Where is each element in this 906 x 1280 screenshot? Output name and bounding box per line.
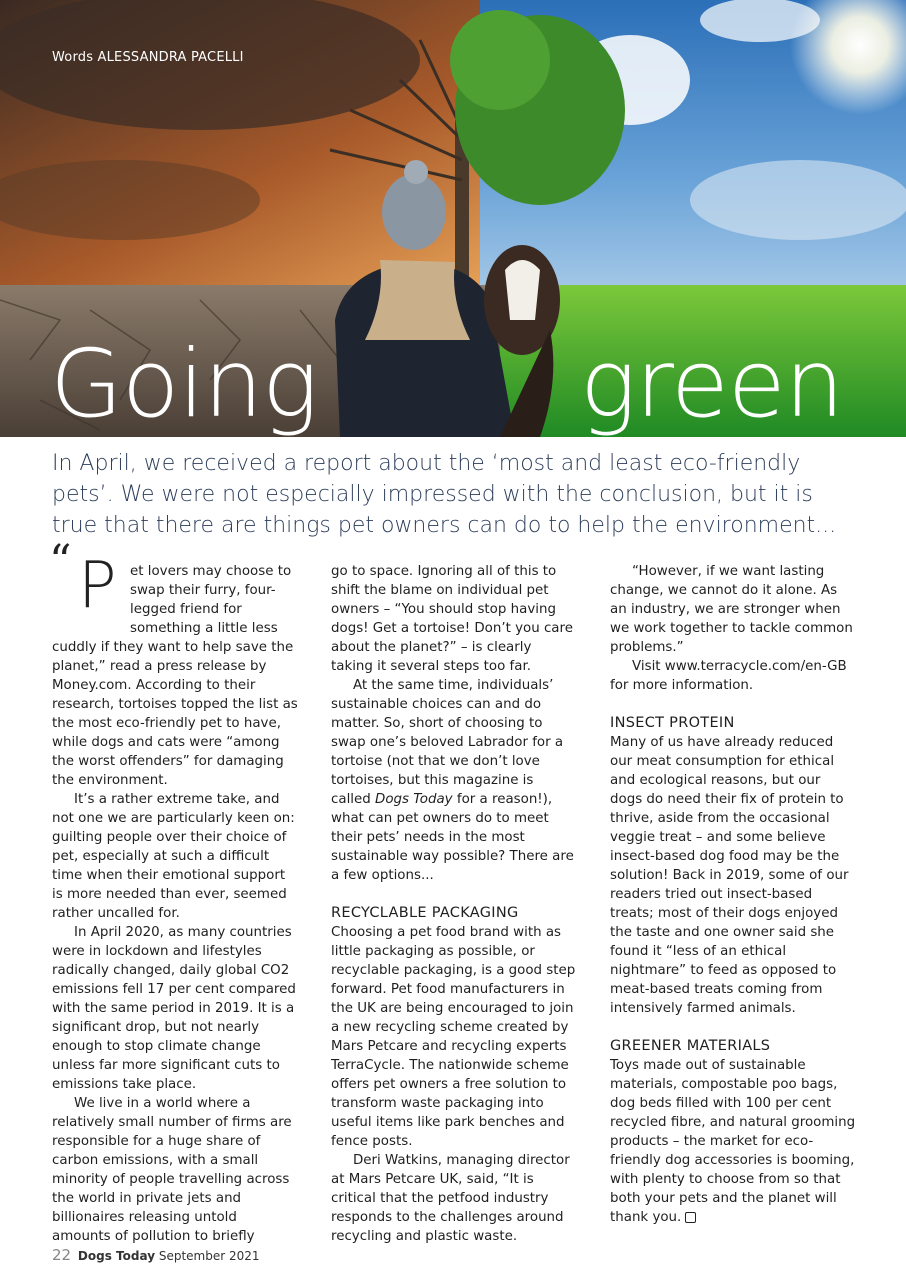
magazine-name: Dogs Today xyxy=(77,1249,156,1263)
end-of-article-icon xyxy=(685,1212,696,1223)
section-gap xyxy=(331,885,577,904)
heading-recyclable-packaging: RECYCLABLE PACKAGING xyxy=(331,905,519,921)
magazine-title-inline: Dogs Today xyxy=(375,792,453,807)
paragraph-1-text: et lovers may choose to swap their furry, four-legged friend for something a little less cuddly if they want to help save the planet,” read a press release by Money.com. According to their research, tortoises topped the list as the most eco-friendly pet to have, while dogs and cats were “among the worst offenders” for damaging the environment. xyxy=(52,564,298,788)
opening-quote-mark: “ xyxy=(49,536,72,587)
headline-word-going: Going xyxy=(50,330,318,437)
paragraph-7: Deri Watkins, managing director at Mars Petcare UK, said, “It is critical that the petfood industry responds to the challenges around recycling and plastic waste. xyxy=(331,1153,570,1244)
column-1 xyxy=(49,536,298,1246)
paragraph-4: We live in a world where a relatively small number of firms are responsible for a huge share of carbon emissions, with a small minority of people travelling across the world in private jets and billionaires releasing untold amounts of pollution to briefly xyxy=(52,1096,292,1244)
paragraph-10: Many of us have already reduced our meat consumption for ethical and ecological reasons, but our dogs do need their fix of protein to thrive, aside from the occasional veggie treat – and some believe insect-based dog food may be the solution! Back in 2019, some of our readers tried out insect-based treats; most of their dogs enjoyed the taste and one owner said she found it “less of an ethical nightmare” to feed as opposed to meat-based treats coming from intensively farmed animals. xyxy=(610,735,849,1016)
paragraph-5-text-b: for a reason!), what can pet owners do to meet their pets’ needs in the most sustainable way possible? There are a few options... xyxy=(331,792,574,883)
paragraph-5 xyxy=(331,676,577,885)
heading-greener-materials: GREENER MATERIALS xyxy=(610,1038,771,1054)
paragraph-9: Visit www.terracycle.com/en-GB for more information. xyxy=(610,659,847,693)
folio xyxy=(52,1246,260,1264)
paragraph-1 xyxy=(49,536,298,790)
section-gap xyxy=(610,695,856,714)
hero-image xyxy=(0,0,906,437)
paragraph-6: Choosing a pet food brand with as little packaging as possible, or recyclable packaging, is a good step forward. Pet food manufacturers in the UK are being encouraged to join a new recycling scheme created by Mars Petcare and recycling experts TerraCycle. The nationwide scheme offers pet owners a free solution to transform waste packaging into useful items like park benches and fence posts. xyxy=(331,925,576,1149)
section-gap xyxy=(610,1018,856,1037)
paragraph-11: Toys made out of sustainable materials, compostable poo bags, dog beds filled with 100 per cent recycled fibre, and natural grooming products – the market for eco-friendly dog accessories is booming, with plenty to choose from so that both your pets and the planet will thank you. xyxy=(610,1058,856,1225)
page-number: 22 xyxy=(52,1246,72,1264)
paragraph-3: In April 2020, as many countries were in lockdown and lifestyles radically changed, daily global CO2 emissions fell 17 per cent compared with the same period in 2019. It is a significant drop, but not nearly enough to stop climate change unless far more significant cuts to emissions take place. xyxy=(52,925,296,1092)
paragraph-2: It’s a rather extreme take, and not one we are particularly keen on: guilting people over their choice of pet, especially at such a difficult time when their emotional support is more needed than ever, seemed rather uncalled for. xyxy=(52,792,295,921)
drop-cap: P xyxy=(78,549,117,623)
column-3 xyxy=(610,562,856,1227)
byline: Words ALESSANDRA PACELLI xyxy=(52,50,244,65)
issue-date: September 2021 xyxy=(158,1249,260,1263)
paragraph-8: “However, if we want lasting change, we cannot do it alone. As an industry, we are stronger when we work together to tackle common problems.” xyxy=(610,564,853,655)
paragraph-4-continued: go to space. Ignoring all of this to shift the blame on individual pet owners – “You should stop having dogs! Get a tortoise! Don’t you care about the planet?” – is clearly taking it several steps too far. xyxy=(331,564,573,674)
standfirst: In April, we received a report about the ‘most and least eco-friendly pets’. We were not especially impressed with the conclusion, but it is true that there are things pet owners can do to help the environment... xyxy=(52,451,837,538)
headline-word-green: green xyxy=(580,330,844,437)
column-2 xyxy=(331,562,577,1246)
heading-insect-protein: INSECT PROTEIN xyxy=(610,715,735,731)
paragraph-5-text-a: At the same time, individuals’ sustainable choices can and do matter. So, short of choosing to swap one’s beloved Labrador for a tortoise (not that we don’t love tortoises, but this magazine is called xyxy=(331,678,564,807)
drop-cap-block xyxy=(49,536,128,636)
